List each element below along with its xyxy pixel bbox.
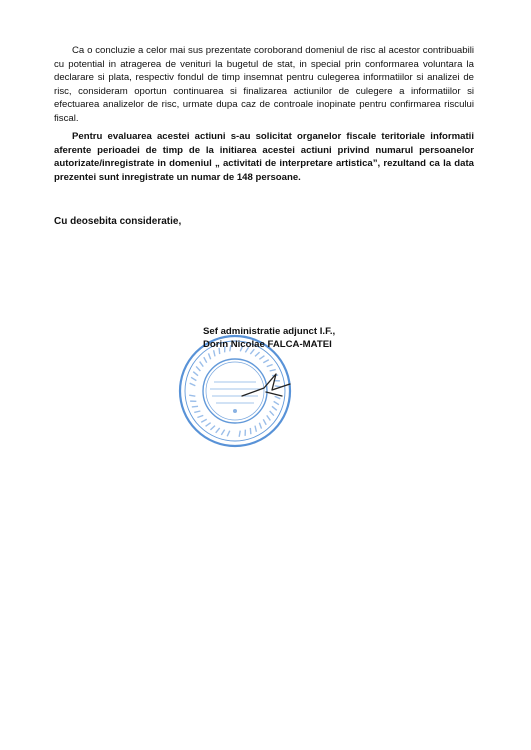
stamp-lettering-stroke [193,372,198,376]
stamp-lettering-stroke [250,428,251,434]
stamp-lettering-stroke [197,415,203,417]
stamp-lettering-stroke [214,350,215,356]
stamp-lettering-stroke [208,353,210,359]
stamp-lettering-stroke [204,357,207,363]
stamp-lettering-stroke [191,377,196,380]
stamp-lettering-stroke [200,362,204,367]
evaluation-paragraph: Pentru evaluarea acestei actiuni s-au solicitat organelor fiscale teritoriale informatii aferente perioadei de timp de la initiarea acestei actiuni privind numarul persoanelor autorizate/inregistrate in domeniul „ activitati de interpretare artistica”, rezultand ca la data prezentei sunt inregistrate un numar de 148 persoane. [54,131,474,183]
stamp-lettering-stroke [194,411,200,412]
conclusion-paragraph: Ca o concluzie a celor mai sus prezentate coroborand domeniul de risc al acestor contribuabili cu potential in atragerea de venituri la bugetul de stat, in special prin conformarea voluntara la declarare si plata, respectiv fondul de timp insemnat pentru culegerea informatiilor si analizei de risc, consideram oportun continuarea si finalizarea actiunilor de culegere a informatiilor si efectuarea analizelor de risc, urmate dupa caz de controale inopinate pentru confirmarea riscului fiscal. [54,45,474,124]
stamp-lettering-stroke [259,356,264,360]
stamp-lettering-stroke [196,366,200,371]
closing-salutation: Cu deosebita consideratie, [54,216,182,227]
stamp-lettering-stroke [189,395,195,396]
stamp-lettering-stroke [270,411,274,416]
stamp-lettering-stroke [267,415,271,420]
stamp-lettering-stroke [255,352,260,356]
stamp-lettering-stroke [201,419,207,422]
stamp-lettering-stroke [272,406,277,410]
stamp-lettering-stroke [227,431,230,437]
stamp-lettering-stroke [239,431,240,437]
stamp-lettering-stroke [259,423,261,429]
stamp-lettering-stroke [221,430,224,435]
signatory-name: Dorin Nicolae FALCA-MATEI [203,339,332,350]
handwritten-signature [236,366,296,406]
stamp-lettering-stroke [263,360,269,363]
signatory-title: Sef administratie adjunct I.F., [203,326,336,337]
stamp-lettering-stroke [192,406,198,407]
stamp-lettering-stroke [206,423,211,427]
stamp-lettering-stroke [255,426,256,432]
stamp-lettering-stroke [190,383,196,386]
stamp-lettering-stroke [216,428,220,433]
stamp-lettering-stroke [263,419,266,425]
stamp-lettering-stroke [210,426,215,430]
